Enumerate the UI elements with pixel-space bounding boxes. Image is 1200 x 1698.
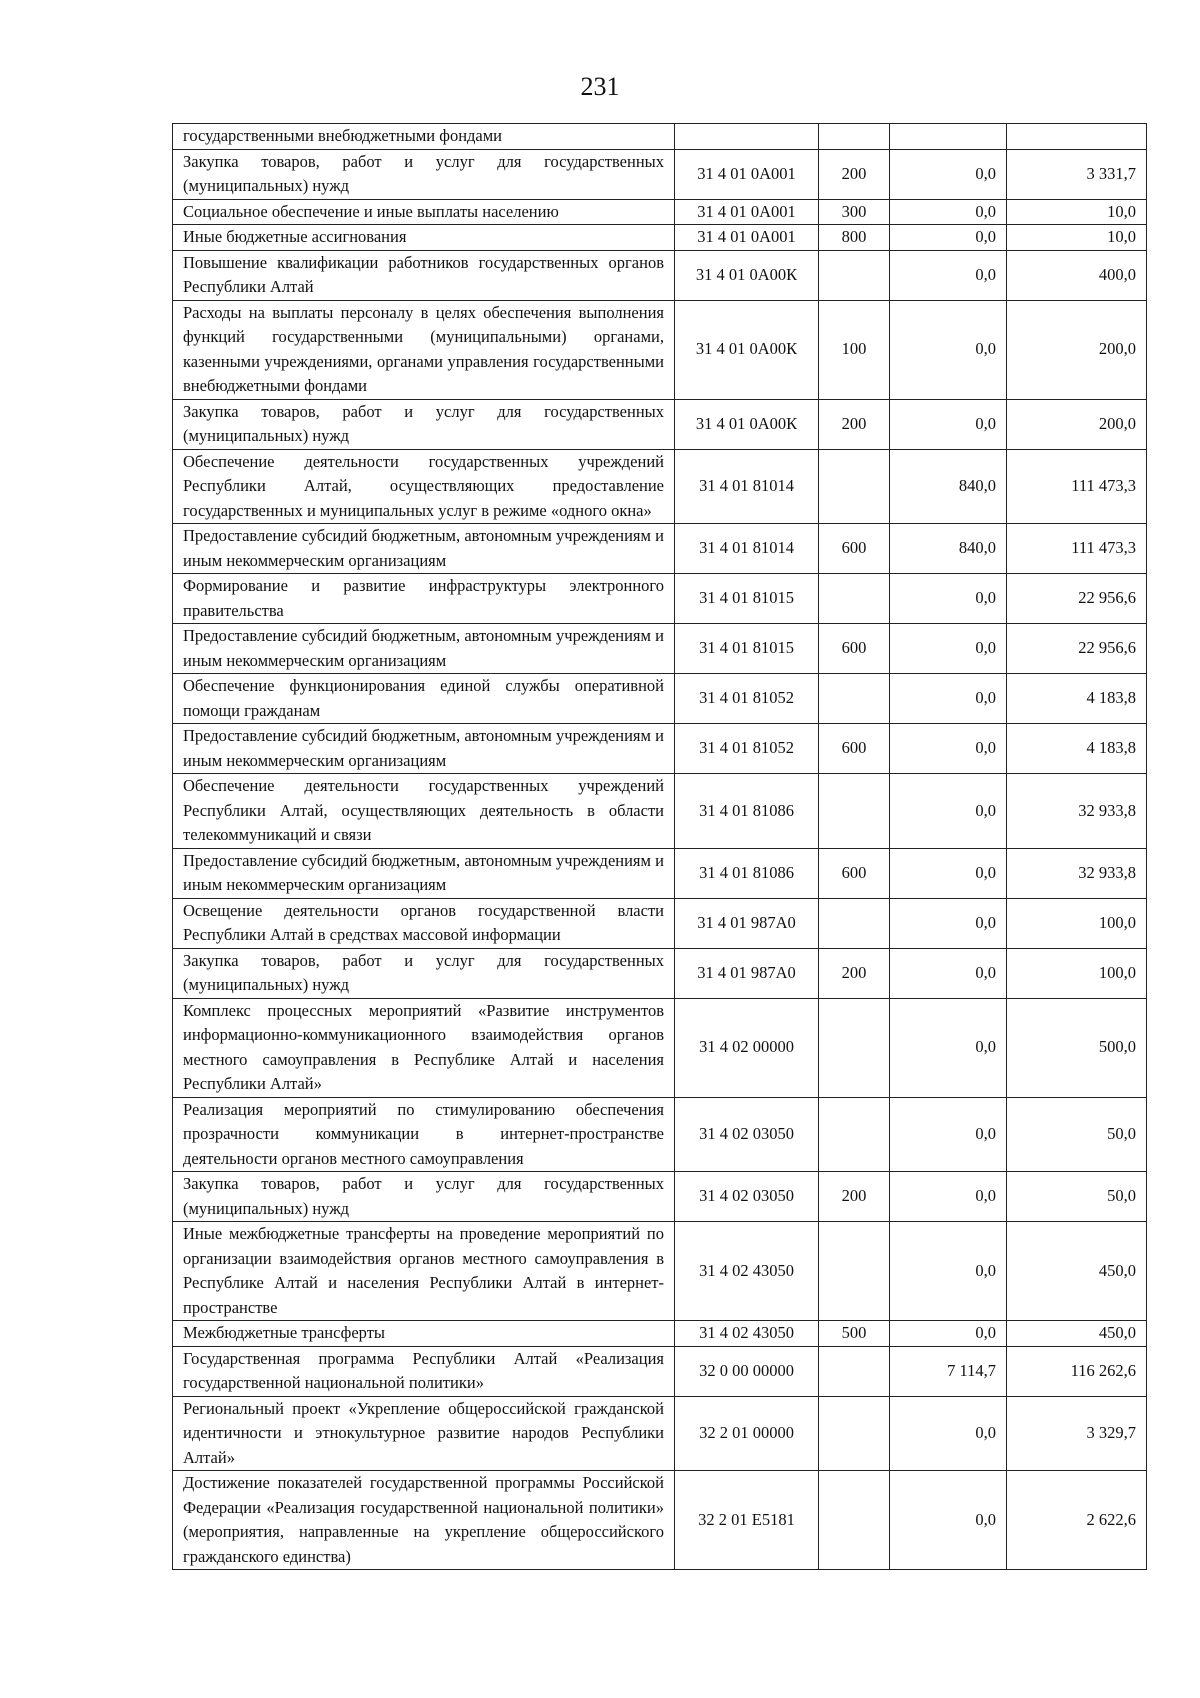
row-expense-type: 500: [819, 1321, 890, 1347]
row-amount-1: 0,0: [890, 1321, 1007, 1347]
row-name: Обеспечение деятельности государственных учреждений Республики Алтай, осуществляющих предоставление государственных и муниципальных услуг в режиме «одного окна»: [173, 449, 675, 524]
row-amount-2: 111 473,3: [1007, 524, 1147, 574]
budget-table-body: [173, 124, 1147, 1570]
table-row: [173, 848, 1147, 898]
row-amount-1: 840,0: [890, 449, 1007, 524]
table-row: [173, 674, 1147, 724]
row-name: Освещение деятельности органов государственной власти Республики Алтай в средствах массовой информации: [173, 898, 675, 948]
row-amount-2: [1007, 124, 1147, 150]
row-amount-2: 50,0: [1007, 1097, 1147, 1172]
row-code: 31 4 01 0А00К: [675, 250, 819, 300]
row-expense-type: 800: [819, 225, 890, 251]
row-name: Предоставление субсидий бюджетным, автономным учреждениям и иным некоммерческим организациям: [173, 848, 675, 898]
row-name: Региональный проект «Укрепление общероссийской гражданской идентичности и этнокультурное развитие народов Республики Алтай»: [173, 1396, 675, 1471]
row-name: Предоставление субсидий бюджетным, автономным учреждениям и иным некоммерческим организациям: [173, 724, 675, 774]
row-name: Предоставление субсидий бюджетным, автономным учреждениям и иным некоммерческим организациям: [173, 524, 675, 574]
row-amount-1: 0,0: [890, 300, 1007, 399]
row-code: 31 4 02 43050: [675, 1321, 819, 1347]
row-amount-1: 840,0: [890, 524, 1007, 574]
row-amount-2: 450,0: [1007, 1321, 1147, 1347]
table-row: [173, 124, 1147, 150]
table-row: [173, 300, 1147, 399]
row-name: Иные бюджетные ассигнования: [173, 225, 675, 251]
row-expense-type: 100: [819, 300, 890, 399]
row-code: 31 4 01 81015: [675, 574, 819, 624]
row-expense-type: [819, 1346, 890, 1396]
row-code: 31 4 01 987А0: [675, 948, 819, 998]
row-amount-1: [890, 124, 1007, 150]
row-amount-1: 0,0: [890, 149, 1007, 199]
row-name: Закупка товаров, работ и услуг для государственных (муниципальных) нужд: [173, 1172, 675, 1222]
row-amount-2: 100,0: [1007, 948, 1147, 998]
table-row: [173, 1172, 1147, 1222]
row-amount-1: 0,0: [890, 1396, 1007, 1471]
row-amount-1: 0,0: [890, 848, 1007, 898]
table-row: [173, 225, 1147, 251]
row-amount-1: 0,0: [890, 1471, 1007, 1570]
table-row: [173, 1471, 1147, 1570]
table-row: [173, 1396, 1147, 1471]
row-amount-2: 50,0: [1007, 1172, 1147, 1222]
row-amount-1: 0,0: [890, 399, 1007, 449]
row-name: Обеспечение функционирования единой службы оперативной помощи гражданам: [173, 674, 675, 724]
row-expense-type: [819, 674, 890, 724]
row-expense-type: [819, 774, 890, 849]
row-expense-type: [819, 250, 890, 300]
row-name: Государственная программа Республики Алтай «Реализация государственной национальной политики»: [173, 1346, 675, 1396]
row-expense-type: 600: [819, 624, 890, 674]
row-expense-type: 200: [819, 948, 890, 998]
table-row: [173, 1346, 1147, 1396]
row-amount-1: 0,0: [890, 624, 1007, 674]
table-row: [173, 1321, 1147, 1347]
table-row: [173, 624, 1147, 674]
row-expense-type: [819, 998, 890, 1097]
row-amount-2: 450,0: [1007, 1222, 1147, 1321]
row-amount-1: 0,0: [890, 1172, 1007, 1222]
row-name: Комплекс процессных мероприятий «Развитие инструментов информационно-коммуникационного взаимодействия органов местного самоуправления в Республике Алтай и населения Республики Алтай»: [173, 998, 675, 1097]
table-row: [173, 574, 1147, 624]
row-name: Социальное обеспечение и иные выплаты населению: [173, 199, 675, 225]
row-code: 31 4 01 987А0: [675, 898, 819, 948]
row-amount-1: 0,0: [890, 674, 1007, 724]
row-amount-2: 22 956,6: [1007, 624, 1147, 674]
row-code: 31 4 02 43050: [675, 1222, 819, 1321]
row-amount-1: 0,0: [890, 199, 1007, 225]
row-code: 31 4 01 0А001: [675, 225, 819, 251]
table-row: [173, 449, 1147, 524]
row-amount-2: 10,0: [1007, 199, 1147, 225]
row-expense-type: 200: [819, 149, 890, 199]
row-amount-2: 22 956,6: [1007, 574, 1147, 624]
table-row: [173, 724, 1147, 774]
row-amount-1: 0,0: [890, 1222, 1007, 1321]
row-code: 31 4 01 81052: [675, 674, 819, 724]
row-name: Предоставление субсидий бюджетным, автономным учреждениям и иным некоммерческим организациям: [173, 624, 675, 674]
budget-table: [172, 123, 1147, 1570]
table-row: [173, 399, 1147, 449]
row-code: 31 4 01 81086: [675, 848, 819, 898]
row-name: Обеспечение деятельности государственных учреждений Республики Алтай, осуществляющих деятельность в области телекоммуникаций и связи: [173, 774, 675, 849]
row-code: 31 4 01 0А00К: [675, 300, 819, 399]
row-expense-type: [819, 1471, 890, 1570]
row-code: 32 2 01 Е5181: [675, 1471, 819, 1570]
row-amount-1: 0,0: [890, 1097, 1007, 1172]
row-name: Расходы на выплаты персоналу в целях обеспечения выполнения функций государственными (муниципальными) органами, казенными учреждениями, органами управления государственными внебюджетными фондами: [173, 300, 675, 399]
row-amount-2: 200,0: [1007, 399, 1147, 449]
table-row: [173, 1097, 1147, 1172]
row-name: государственными внебюджетными фондами: [173, 124, 675, 150]
row-name: Иные межбюджетные трансферты на проведение мероприятий по организации взаимодействия органов местного самоуправления в Республике Алтай и населения Республики Алтай в интернет-пространстве: [173, 1222, 675, 1321]
row-expense-type: 200: [819, 399, 890, 449]
row-name: Закупка товаров, работ и услуг для государственных (муниципальных) нужд: [173, 948, 675, 998]
row-name: Закупка товаров, работ и услуг для государственных (муниципальных) нужд: [173, 149, 675, 199]
row-code: 32 2 01 00000: [675, 1396, 819, 1471]
row-expense-type: [819, 1097, 890, 1172]
row-amount-2: 3 331,7: [1007, 149, 1147, 199]
row-amount-1: 0,0: [890, 774, 1007, 849]
row-code: 31 4 01 0А00К: [675, 399, 819, 449]
row-amount-2: 111 473,3: [1007, 449, 1147, 524]
table-row: [173, 998, 1147, 1097]
row-amount-1: 0,0: [890, 948, 1007, 998]
row-amount-2: 3 329,7: [1007, 1396, 1147, 1471]
row-amount-2: 32 933,8: [1007, 774, 1147, 849]
row-name: Межбюджетные трансферты: [173, 1321, 675, 1347]
table-row: [173, 948, 1147, 998]
row-code: 31 4 01 81014: [675, 449, 819, 524]
row-amount-2: 32 933,8: [1007, 848, 1147, 898]
row-amount-1: 0,0: [890, 898, 1007, 948]
row-amount-1: 0,0: [890, 574, 1007, 624]
row-code: 31 4 02 03050: [675, 1172, 819, 1222]
row-name: Формирование и развитие инфраструктуры электронного правительства: [173, 574, 675, 624]
row-amount-2: 200,0: [1007, 300, 1147, 399]
row-code: 31 4 02 03050: [675, 1097, 819, 1172]
row-code: 32 0 00 00000: [675, 1346, 819, 1396]
row-amount-2: 100,0: [1007, 898, 1147, 948]
row-expense-type: [819, 449, 890, 524]
row-amount-2: 500,0: [1007, 998, 1147, 1097]
row-code: 31 4 01 81086: [675, 774, 819, 849]
row-name: Закупка товаров, работ и услуг для государственных (муниципальных) нужд: [173, 399, 675, 449]
row-amount-2: 116 262,6: [1007, 1346, 1147, 1396]
page-number: 231: [580, 72, 620, 101]
table-row: [173, 524, 1147, 574]
row-expense-type: [819, 574, 890, 624]
row-expense-type: [819, 1222, 890, 1321]
row-expense-type: 600: [819, 848, 890, 898]
table-row: [173, 149, 1147, 199]
row-expense-type: 600: [819, 524, 890, 574]
table-row: [173, 250, 1147, 300]
row-expense-type: [819, 124, 890, 150]
row-amount-1: 7 114,7: [890, 1346, 1007, 1396]
row-name: Повышение квалификации работников государственных органов Республики Алтай: [173, 250, 675, 300]
table-row: [173, 898, 1147, 948]
row-code: 31 4 01 81015: [675, 624, 819, 674]
table-row: [173, 199, 1147, 225]
row-expense-type: [819, 898, 890, 948]
row-name: Достижение показателей государственной программы Российской Федерации «Реализация государственной национальной политики» (мероприятия, направленные на укрепление общероссийского гражданского единства): [173, 1471, 675, 1570]
row-expense-type: 200: [819, 1172, 890, 1222]
row-amount-2: 400,0: [1007, 250, 1147, 300]
row-code: 31 4 01 0А001: [675, 149, 819, 199]
row-amount-1: 0,0: [890, 250, 1007, 300]
row-name: Реализация мероприятий по стимулированию обеспечения прозрачности коммуникации в интернет-пространстве деятельности органов местного самоуправления: [173, 1097, 675, 1172]
row-amount-2: 10,0: [1007, 225, 1147, 251]
table-row: [173, 774, 1147, 849]
table-row: [173, 1222, 1147, 1321]
row-expense-type: 600: [819, 724, 890, 774]
row-amount-2: 4 183,8: [1007, 674, 1147, 724]
row-code: 31 4 01 0А001: [675, 199, 819, 225]
row-expense-type: [819, 1396, 890, 1471]
row-code: 31 4 01 81014: [675, 524, 819, 574]
row-amount-2: 4 183,8: [1007, 724, 1147, 774]
row-amount-1: 0,0: [890, 724, 1007, 774]
row-code: [675, 124, 819, 150]
row-amount-1: 0,0: [890, 998, 1007, 1097]
row-amount-1: 0,0: [890, 225, 1007, 251]
row-expense-type: 300: [819, 199, 890, 225]
row-code: 31 4 02 00000: [675, 998, 819, 1097]
row-amount-2: 2 622,6: [1007, 1471, 1147, 1570]
row-code: 31 4 01 81052: [675, 724, 819, 774]
